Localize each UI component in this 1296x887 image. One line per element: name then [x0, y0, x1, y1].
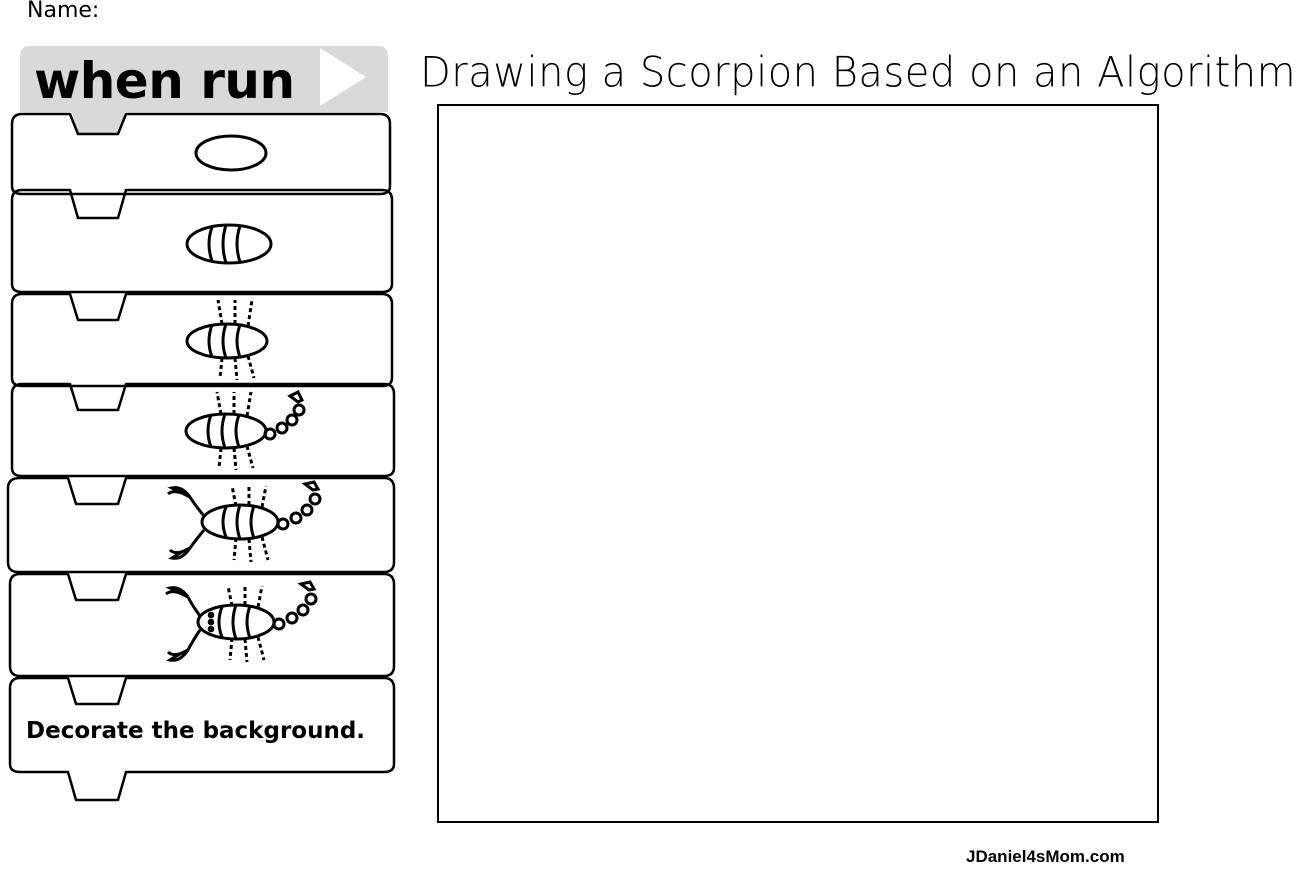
body-with-legs-icon [187, 300, 267, 380]
drawing-area[interactable] [437, 104, 1159, 823]
algorithm-blocks [0, 0, 420, 887]
when-run-label: when run [34, 52, 295, 110]
worksheet-title: Drawing a Scorpion Based on an Algorithm [420, 48, 1296, 98]
block-stack-graphic [0, 0, 420, 887]
full-scorpion-icon [166, 582, 316, 662]
body-legs-tail-claws-icon [168, 482, 320, 562]
step-block-3 [12, 294, 392, 386]
step-block-1 [12, 114, 390, 194]
body-legs-tail-icon [186, 392, 304, 470]
step-block-4 [12, 384, 394, 476]
decorate-background-label: Decorate the background. [26, 718, 366, 744]
step-block-2 [12, 190, 392, 292]
oval-body-icon [196, 136, 266, 170]
striped-body-icon [187, 225, 271, 263]
site-credit: JDaniel4sMom.com [966, 847, 1125, 866]
name-label: Name: [27, 0, 100, 23]
step-block-6 [10, 574, 394, 676]
